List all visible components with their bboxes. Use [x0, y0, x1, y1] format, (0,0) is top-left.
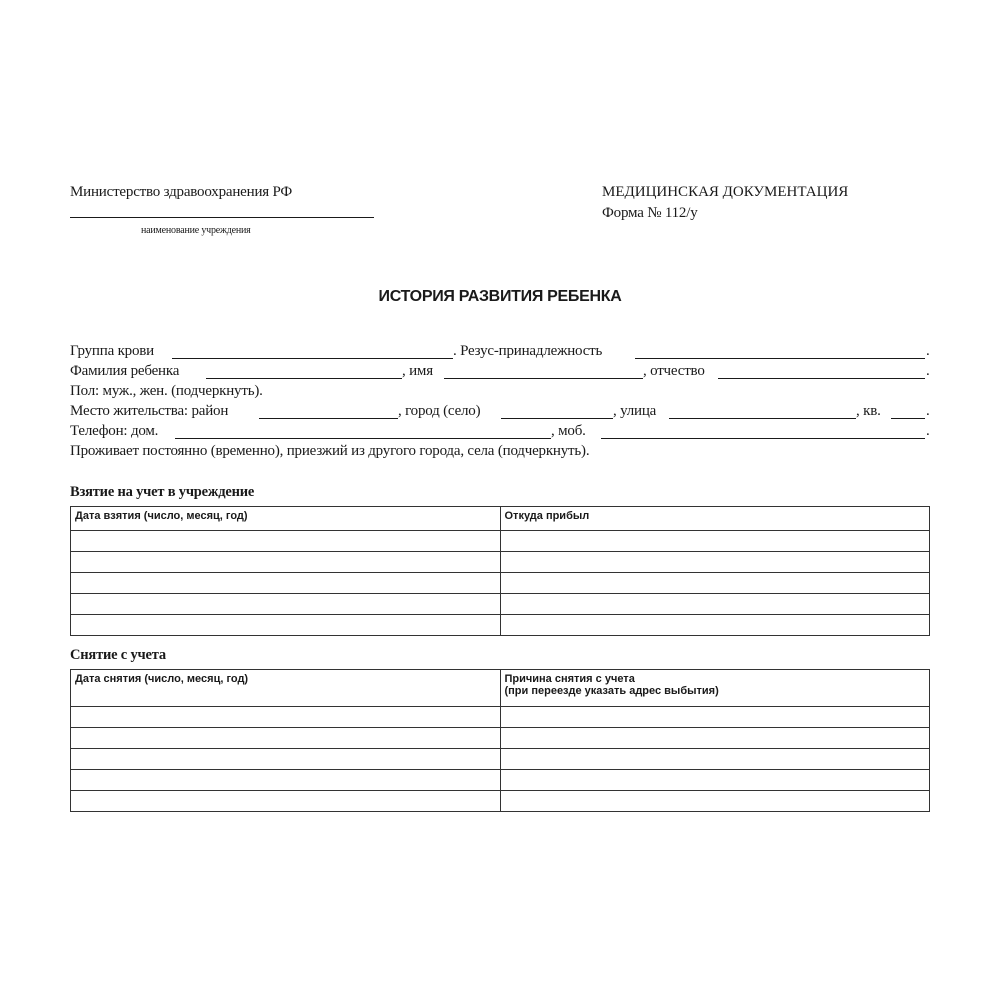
period: .: [926, 423, 930, 439]
phone-mobile-label: , моб.: [551, 423, 586, 439]
ministry-label: Министерство здравоохранения РФ: [70, 184, 293, 200]
table-row: [71, 728, 930, 749]
table-row: [71, 707, 930, 728]
period: .: [926, 403, 930, 419]
deregistration-table: [70, 669, 930, 812]
apartment-label: , кв.: [856, 403, 881, 419]
residence-note: Проживает постоянно (временно), приезжий из другого города, села (подчеркнуть).: [70, 443, 590, 459]
doc-type-label: МЕДИЦИНСКАЯ ДОКУМЕНТАЦИЯ: [602, 184, 849, 200]
registration-heading: Взятие на учет в учреждение: [70, 484, 255, 500]
sex-label: Пол: муж., жен. (подчеркнуть).: [70, 383, 263, 399]
table-row: [71, 594, 930, 615]
page-title: ИСТОРИЯ РАЗВИТИЯ РЕБЕНКА: [378, 288, 622, 305]
patronymic-field[interactable]: [718, 378, 925, 379]
district-label: Место жительства: район: [70, 403, 229, 419]
apartment-field[interactable]: [891, 418, 925, 419]
street-field[interactable]: [669, 418, 856, 419]
form-number: Форма № 112/у: [602, 205, 698, 221]
period: .: [926, 363, 930, 379]
registration-table: [70, 506, 930, 636]
street-label: , улица: [613, 403, 657, 419]
name-label: , имя: [402, 363, 433, 379]
surname-field[interactable]: [206, 378, 402, 379]
table-row: [71, 615, 930, 636]
column-header: Дата взятия (число, месяц, год): [71, 507, 501, 531]
district-field[interactable]: [259, 418, 398, 419]
institution-caption: наименование учреждения: [141, 225, 251, 236]
column-header: Откуда прибыл: [500, 507, 930, 531]
table-row: [71, 770, 930, 791]
institution-name-field[interactable]: [70, 217, 374, 218]
table-row: [71, 573, 930, 594]
phone-home-field[interactable]: [175, 438, 551, 439]
city-label: , город (село): [398, 403, 481, 419]
table-row: [71, 791, 930, 812]
table-row: [71, 531, 930, 552]
surname-label: Фамилия ребенка: [70, 363, 180, 379]
rhesus-label: . Резус-принадлежность: [453, 343, 603, 359]
deregistration-heading: Снятие с учета: [70, 647, 166, 663]
column-header-note: (при переезде указать адрес выбытия): [504, 685, 719, 697]
period: .: [926, 343, 930, 359]
column-header: Дата снятия (число, месяц, год): [71, 670, 501, 707]
column-header: [500, 670, 930, 707]
name-field[interactable]: [444, 378, 643, 379]
table-row: [71, 552, 930, 573]
table-row: [71, 749, 930, 770]
city-field[interactable]: [501, 418, 613, 419]
blood-group-label: Группа крови: [70, 343, 154, 359]
column-header-line: Причина снятия с учета: [504, 673, 635, 685]
patronymic-label: , отчество: [643, 363, 705, 379]
blood-group-field[interactable]: [172, 358, 453, 359]
phone-mobile-field[interactable]: [601, 438, 925, 439]
phone-home-label: Телефон: дом.: [70, 423, 159, 439]
rhesus-field[interactable]: [635, 358, 925, 359]
